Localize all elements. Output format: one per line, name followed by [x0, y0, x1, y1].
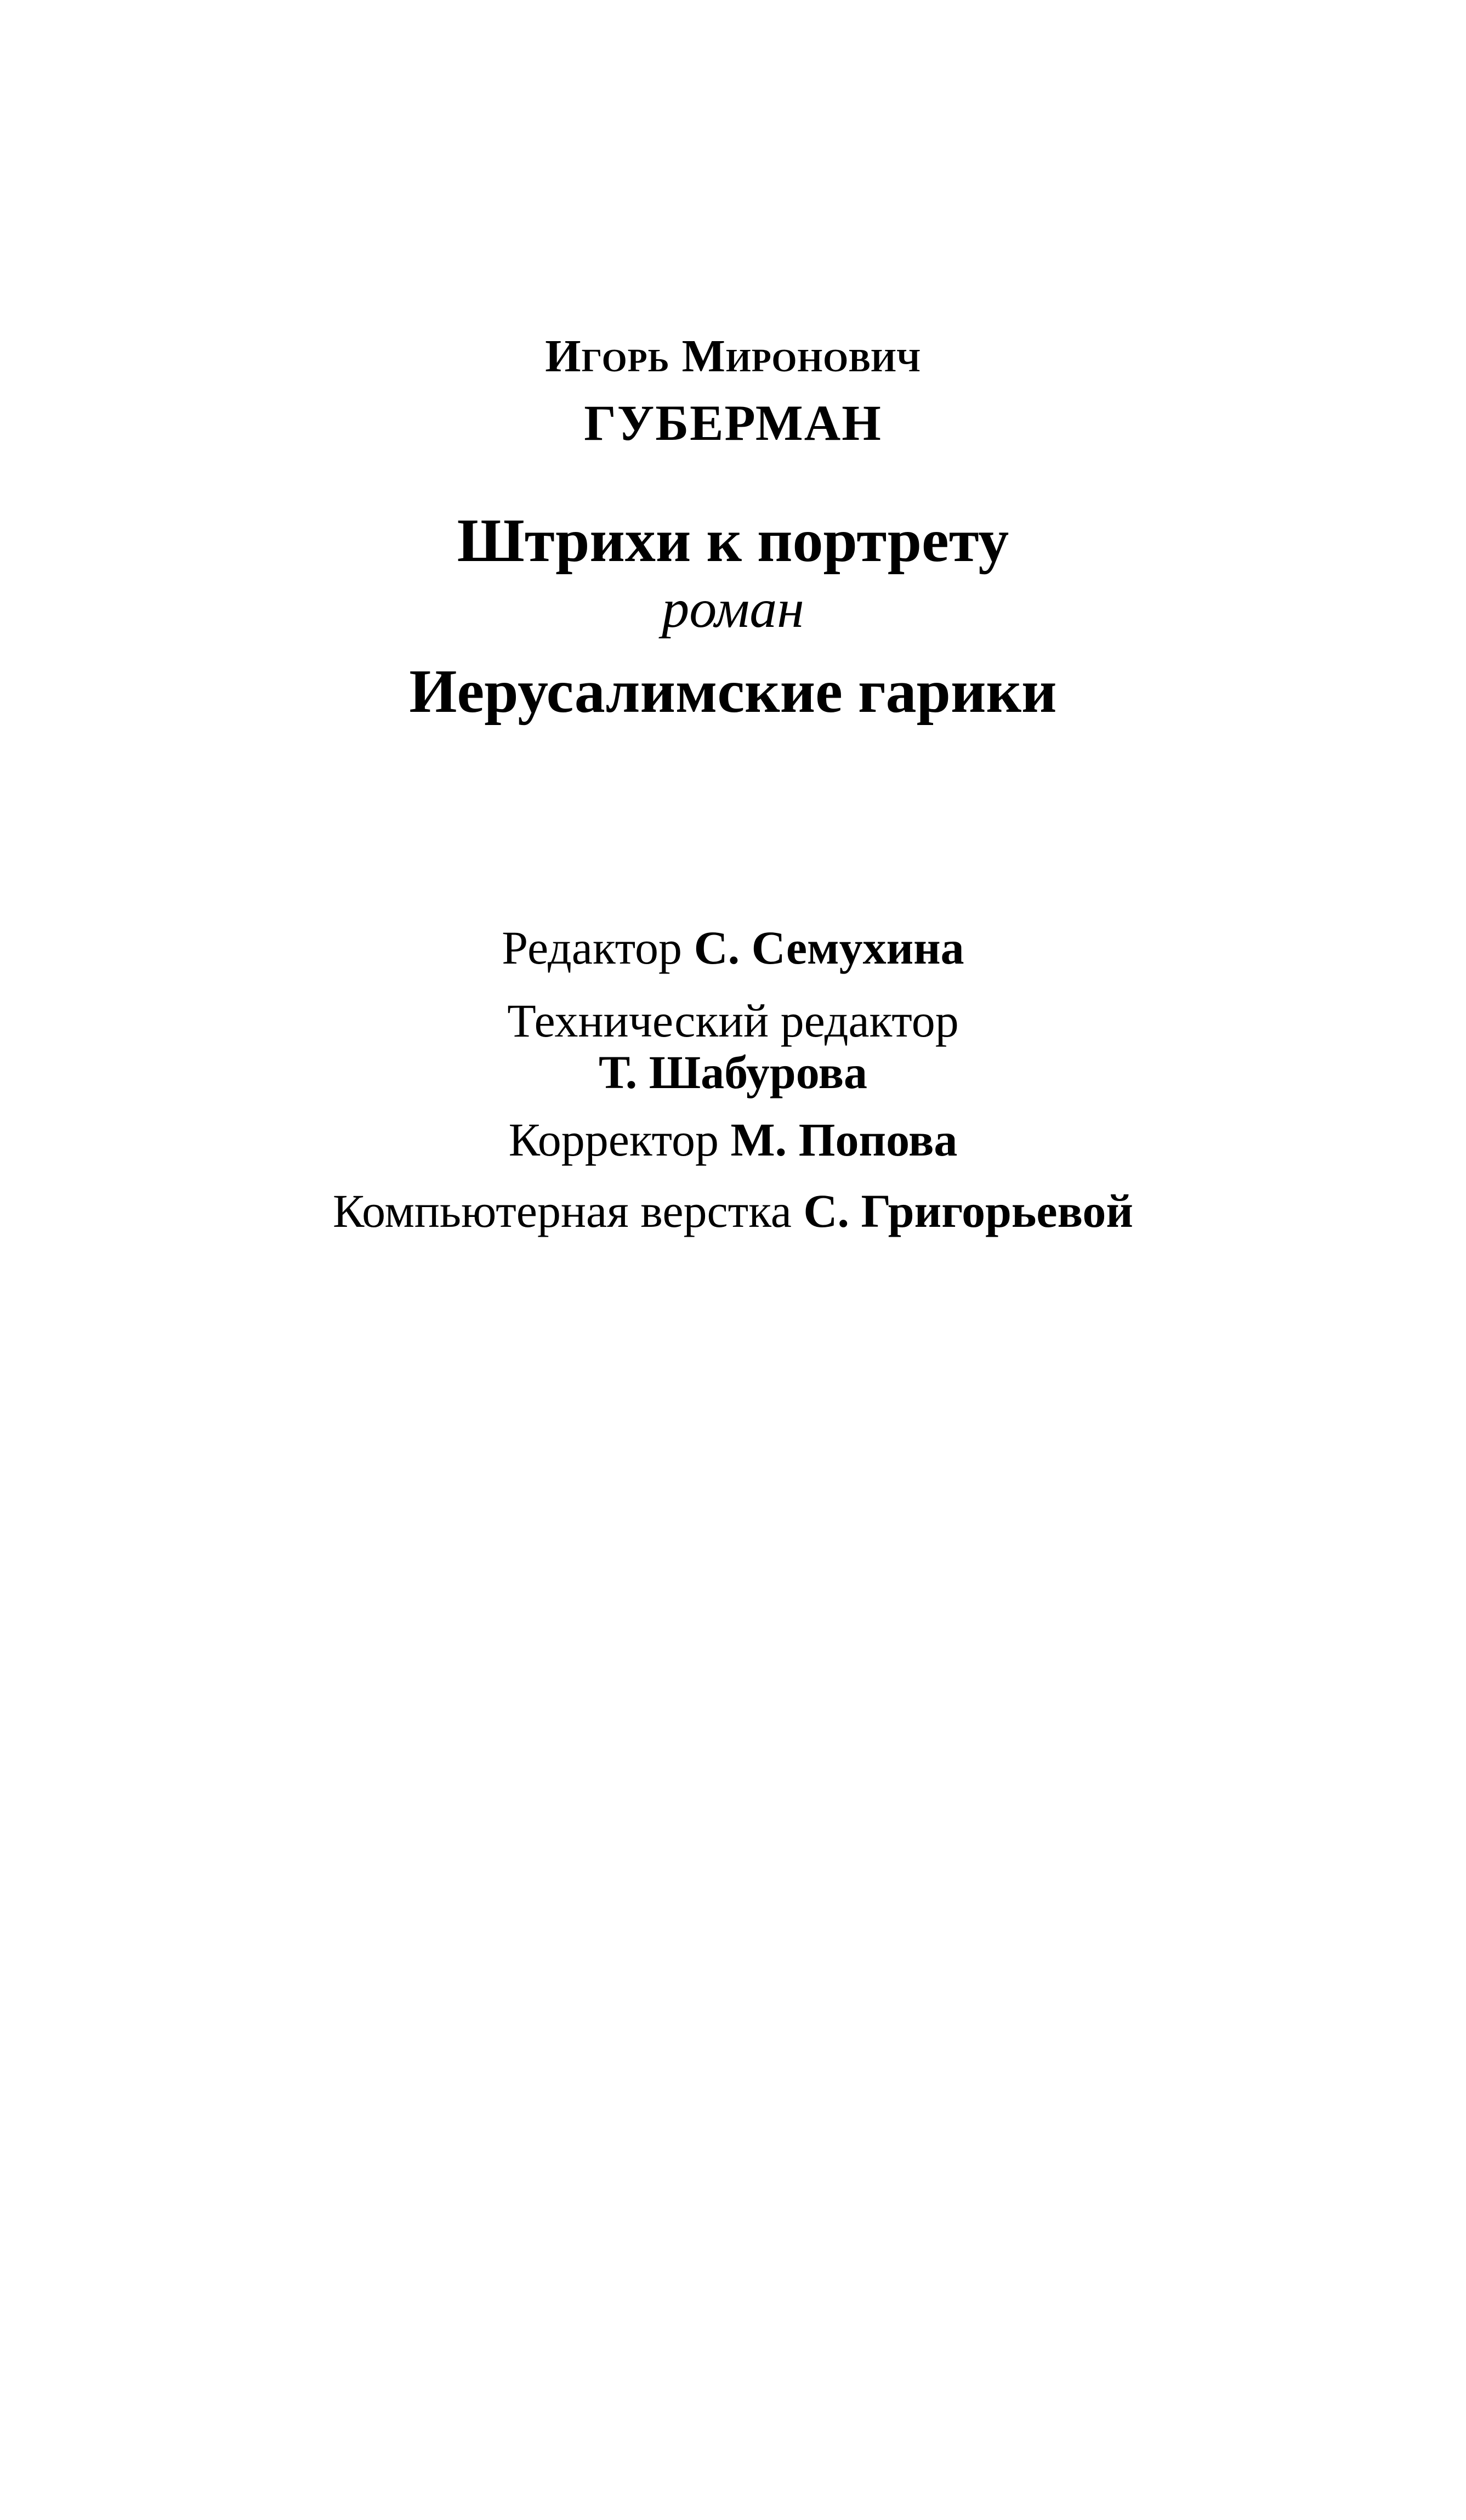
book-title-1: Штрихи к портрету — [457, 507, 1009, 575]
credit-tech-editor-name: Т. Шабурова — [598, 1046, 868, 1098]
book-title-2: Иерусалимские гарики — [409, 658, 1057, 726]
credit-editor-name: С. Семухина — [694, 921, 964, 974]
credit-editor — [0, 921, 1466, 974]
author-surname: ГУБЕРМАН — [584, 395, 882, 451]
credit-proofreader — [0, 1113, 1466, 1166]
credit-proofreader-name: М. Попова — [730, 1113, 958, 1166]
credit-layout-name: С. Григорьевой — [803, 1185, 1133, 1237]
credit-proofreader-role: Корректор — [508, 1113, 731, 1166]
credit-layout — [0, 1185, 1466, 1237]
credit-tech-editor-role: Технический редактор — [507, 994, 959, 1047]
book-genre: роман — [662, 578, 804, 639]
author-name: Игорь Миронович — [545, 331, 921, 382]
credit-layout-role: Компьютерная верстка — [333, 1185, 804, 1237]
credit-editor-role: Редактор — [502, 921, 694, 974]
